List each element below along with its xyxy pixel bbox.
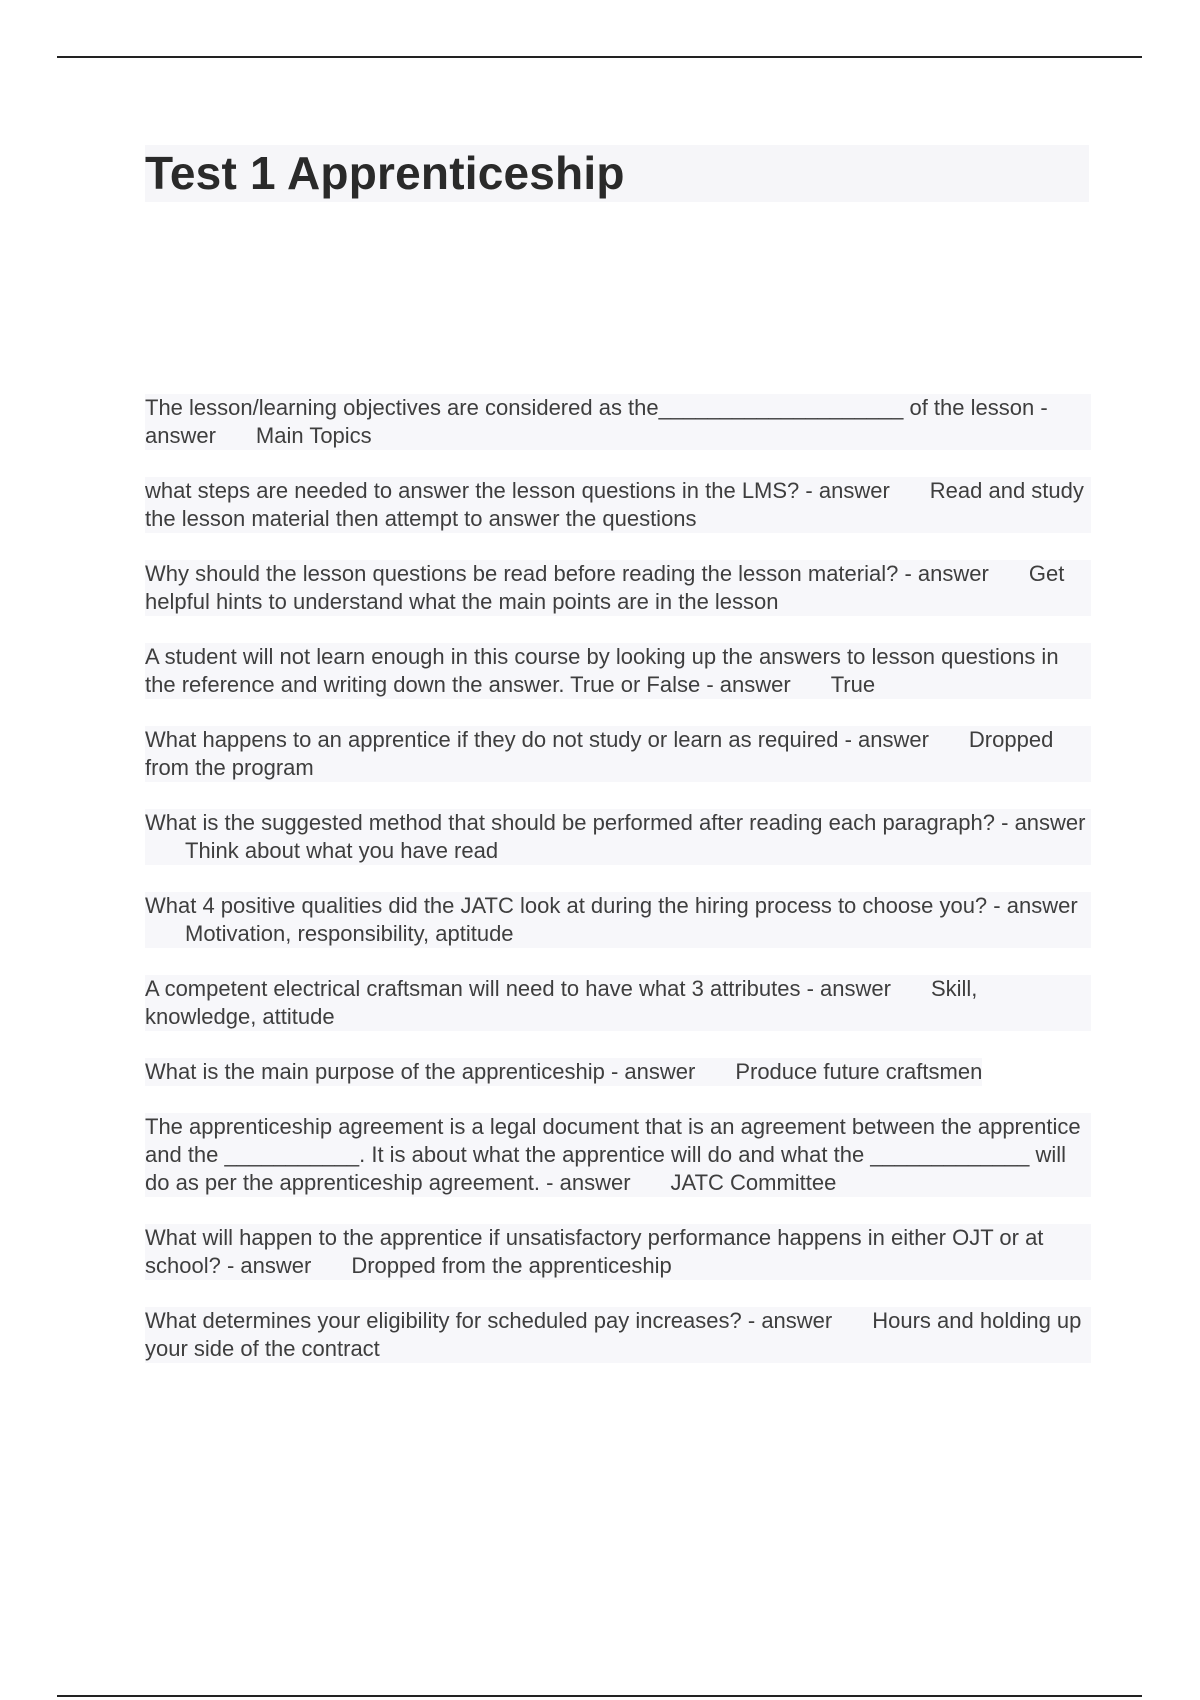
answer-marker: - answer <box>904 561 989 586</box>
answer-text: Get helpful hints to understand what the main points are in the lesson <box>145 561 1065 614</box>
bottom-rule <box>57 1695 1142 1697</box>
qa-item <box>145 1113 1091 1197</box>
question-text: What 4 positive qualities did the JATC look at during the hiring process to choose you? <box>145 893 988 918</box>
question-text: What is the suggested method that should be performed after reading each paragraph? <box>145 810 995 835</box>
question-text: What is the main purpose of the apprenticeship <box>145 1059 605 1084</box>
answer-text: Dropped from the apprenticeship <box>351 1253 672 1278</box>
answer-marker: - answer <box>610 1059 696 1084</box>
answer-marker: - answer <box>546 1170 631 1195</box>
qa-item <box>145 560 1091 616</box>
answer-marker: - answer <box>747 1308 833 1333</box>
question-text: Why should the lesson questions be read before reading the lesson material? <box>145 561 899 586</box>
question-text: The apprenticeship agreement is a legal document that is an agreement between the apprentice and the ___________. It is about what the apprentice will do and what the _____________ will do as per the apprenticeship agreement. <box>145 1114 1081 1195</box>
answer-text: Skill, knowledge, attitude <box>145 976 978 1029</box>
answer-text: Think about what you have read <box>185 838 499 863</box>
qa-item <box>145 726 1091 782</box>
qa-item <box>145 1224 1091 1280</box>
qa-item <box>145 1058 982 1086</box>
question-text: The lesson/learning objectives are considered as the____________________ of the lesson <box>145 395 1035 420</box>
answer-marker: - answer <box>805 478 890 503</box>
answer-marker: - answer <box>706 672 791 697</box>
question-text: what steps are needed to answer the lesson questions in the LMS? <box>145 478 800 503</box>
answer-marker: - answer <box>226 1253 312 1278</box>
answer-marker: - answer <box>844 727 929 752</box>
answer-text: Dropped from the program <box>145 727 1054 780</box>
qa-list <box>145 394 1095 1390</box>
qa-item <box>145 892 1091 948</box>
qa-item <box>145 975 1091 1031</box>
answer-text: Produce future craftsmen <box>735 1059 983 1084</box>
answer-text: Read and study the lesson material then attempt to answer the questions <box>145 478 1084 531</box>
answer-text: Motivation, responsibility, aptitude <box>185 921 514 946</box>
answer-marker: - answer <box>145 395 1048 448</box>
question-text: What happens to an apprentice if they do not study or learn as required <box>145 727 839 752</box>
question-text: A competent electrical craftsman will need to have what 3 attributes <box>145 976 801 1001</box>
qa-item <box>145 809 1091 865</box>
top-rule <box>57 56 1142 58</box>
qa-item <box>145 1307 1091 1363</box>
answer-marker: - answer <box>993 893 1078 918</box>
qa-item <box>145 477 1091 533</box>
qa-item <box>145 643 1091 699</box>
qa-item <box>145 394 1091 450</box>
answer-marker: - answer <box>1001 810 1086 835</box>
question-text: What determines your eligibility for scheduled pay increases? <box>145 1308 742 1333</box>
answer-text: JATC Committee <box>670 1170 837 1195</box>
answer-marker: - answer <box>806 976 891 1001</box>
question-text: What will happen to the apprentice if unsatisfactory performance happens in either OJT or at school? <box>145 1225 1044 1278</box>
answer-text: True <box>830 672 876 697</box>
page-title: Test 1 Apprenticeship <box>145 147 625 199</box>
answer-text: Hours and holding up your side of the contract <box>145 1308 1082 1361</box>
question-text: A student will not learn enough in this course by looking up the answers to lesson questions in the reference and writing down the answer. True or False <box>145 644 1059 697</box>
answer-text: Main Topics <box>255 423 372 448</box>
